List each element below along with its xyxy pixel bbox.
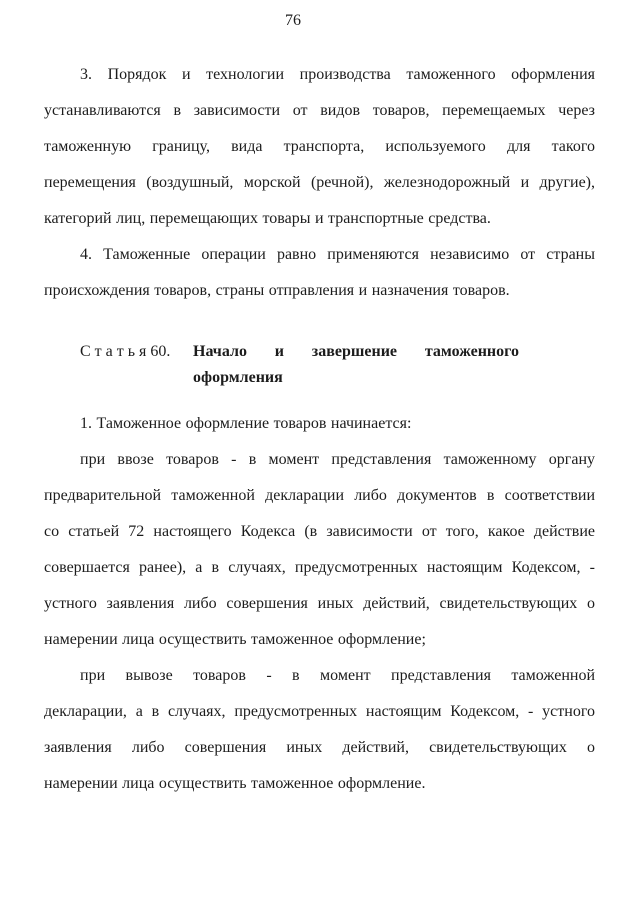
text-line: намерении лица осуществить таможенное оформление; [44,631,426,648]
text-line: предварительной таможенной декларации либо документов в соответствии [44,487,595,504]
article-60-heading [80,339,595,391]
subparagraph-import [44,442,595,658]
page-number: 76 [285,12,301,29]
text-line: оформления [193,369,283,386]
text-line: заявления либо совершения иных действий, свидетельствующих о [44,739,595,756]
article-title [193,339,519,391]
text-line: устного заявления либо совершения иных действий, свидетельствующих о [44,595,595,612]
text-line: 4. Таможенные операции равно применяются независимо от страны [80,246,595,263]
text-line: 3. Порядок и технологии производства таможенного оформления [80,66,595,83]
paragraph-4 [44,237,595,309]
text-line: намерении лица осуществить таможенное оформление. [44,775,426,792]
paragraph-1 [44,406,595,442]
text-line: перемещения (воздушный, морской (речной), железнодорожный и другие), [44,174,595,191]
text-line: происхождения товаров, страны отправления и назначения товаров. [44,282,510,299]
subparagraph-export [44,658,595,802]
text-line: со статьей 72 настоящего Кодекса (в зависимости от того, какое действие [44,523,595,540]
paragraph-3 [44,57,595,237]
text-line: Начало и завершение таможенного [193,343,519,360]
text-line: при вывозе товаров - в момент представления таможенной [80,667,595,684]
text-line: совершается ранее), а в случаях, предусмотренных настоящим Кодексом, - [44,559,595,576]
text-line: при ввозе товаров - в момент представления таможенному органу [80,451,595,468]
text-line: устанавливаются в зависимости от видов товаров, перемещаемых через [44,102,595,119]
text-line: декларации, а в случаях, предусмотренных настоящим Кодексом, - устного [44,703,595,720]
text-line: 1. Таможенное оформление товаров начинается: [80,415,412,432]
text-line: таможенную границу, вида транспорта, используемого для такого [44,138,595,155]
article-number-label: С т а т ь я 60. [80,343,171,360]
page-content [44,57,595,802]
text-line: категорий лиц, перемещающих товары и транспортные средства. [44,210,491,227]
